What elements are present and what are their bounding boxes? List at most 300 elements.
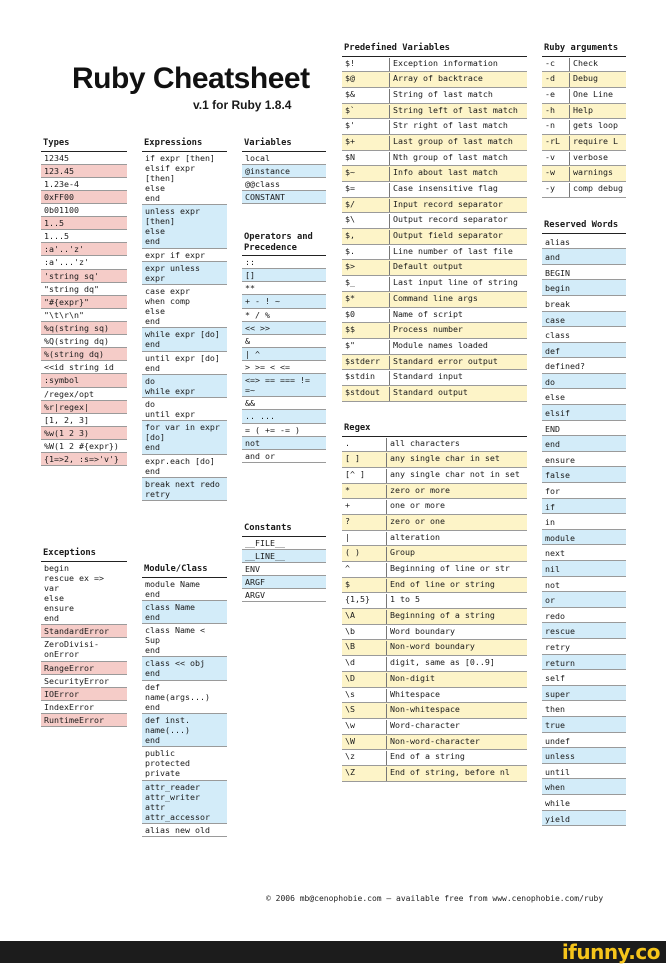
- regex-item: [342, 640, 527, 656]
- expressions-item: expr unless expr: [142, 262, 227, 285]
- regex-key: \Z: [345, 766, 355, 777]
- regex-item: [342, 656, 527, 672]
- types-item: :a'...'z': [41, 256, 127, 269]
- predefined-description: Output record separator: [389, 214, 508, 228]
- module-class-section: [142, 564, 227, 837]
- arguments-key: -e: [545, 88, 555, 99]
- reserved-item: elsif: [542, 405, 626, 421]
- arguments-description: verbose: [569, 152, 608, 166]
- reserved-item: return: [542, 655, 626, 671]
- regex-description: Non-word-character: [386, 736, 480, 750]
- regex-description: all characters: [386, 438, 460, 452]
- exceptions-item: begin rescue ex => var else ensure end: [41, 562, 127, 626]
- variables-heading: Variables: [242, 138, 326, 152]
- exceptions-item: IndexError: [41, 701, 127, 714]
- page-title: Ruby Cheatsheet: [72, 62, 310, 95]
- arguments-key: -w: [545, 167, 555, 178]
- predefined-key: $.: [345, 245, 355, 256]
- regex-key: \b: [345, 625, 355, 636]
- types-item: 123.45: [41, 165, 127, 178]
- regex-description: zero or more: [386, 485, 450, 499]
- predefined-description: Default output: [389, 261, 463, 275]
- operators-item: **: [242, 282, 326, 295]
- regex-item: [342, 625, 527, 641]
- regex-key: ^: [345, 563, 350, 574]
- arguments-item: [542, 119, 626, 135]
- predefined-description: Info about last match: [389, 167, 498, 181]
- reserved-item: rescue: [542, 623, 626, 639]
- predefined-item: [342, 355, 527, 371]
- regex-item: [342, 452, 527, 468]
- reserved-item: then: [542, 701, 626, 717]
- constants-heading: Constants: [242, 523, 326, 537]
- regex-key: *: [345, 484, 350, 495]
- predefined-description: Nth group of last match: [389, 152, 508, 166]
- regex-description: zero or one: [386, 516, 445, 530]
- predefined-description: Output field separator: [389, 230, 503, 244]
- constants-item: ENV: [242, 563, 326, 576]
- types-item: 'string sq': [41, 270, 127, 283]
- arguments-item: [542, 72, 626, 88]
- constants-item: ARGV: [242, 589, 326, 602]
- types-item: "string dq": [41, 283, 127, 296]
- predefined-description: Line number of last file: [389, 246, 513, 260]
- types-item: <<id string id: [41, 361, 127, 374]
- exceptions-section: [41, 548, 127, 727]
- predefined-key: $\: [345, 214, 355, 225]
- predefined-item: [342, 166, 527, 182]
- reserved-item: defined?: [542, 358, 626, 374]
- types-item: %Q(string dq): [41, 335, 127, 348]
- predefined-key: $&: [345, 88, 355, 99]
- predefined-item: [342, 72, 527, 88]
- exceptions-list: [41, 562, 127, 728]
- predefined-item: [342, 276, 527, 292]
- predefined-description: Standard output: [389, 387, 468, 401]
- predefined-description: Str right of last match: [389, 120, 508, 134]
- exceptions-heading: Exceptions: [41, 548, 127, 562]
- module-class-item: class << obj end: [142, 657, 227, 680]
- predefined-variables-section: [342, 43, 527, 402]
- predefined-key: $=: [345, 183, 355, 194]
- regex-description: one or more: [386, 500, 445, 514]
- constants-item: __LINE__: [242, 550, 326, 563]
- regex-key: \D: [345, 672, 355, 683]
- predefined-key: $>: [345, 261, 355, 272]
- predefined-description: Process number: [389, 324, 463, 338]
- expressions-item: do until expr: [142, 398, 227, 421]
- operators-list: [242, 256, 326, 463]
- arguments-description: comp debug: [569, 183, 623, 197]
- reserved-item: end: [542, 436, 626, 452]
- regex-key: \s: [345, 688, 355, 699]
- regex-key: ?: [345, 515, 350, 526]
- variables-item: local: [242, 152, 326, 165]
- predefined-key: $@: [345, 73, 355, 84]
- arguments-item: [542, 182, 626, 198]
- regex-item: [342, 578, 527, 594]
- regex-key: [^ ]: [345, 468, 365, 479]
- regex-description: Beginning of a string: [386, 610, 495, 624]
- reserved-item: case: [542, 312, 626, 328]
- types-item: 0b01100: [41, 204, 127, 217]
- exceptions-item: SecurityError: [41, 675, 127, 688]
- regex-description: Non-digit: [386, 673, 435, 687]
- predefined-key: $!: [345, 57, 355, 68]
- ruby-arguments-table: [542, 57, 626, 198]
- module-class-item: def name(args...) end: [142, 681, 227, 714]
- expressions-item: if expr [then] elsif expr [then] else end: [142, 152, 227, 206]
- regex-description: alteration: [386, 532, 440, 546]
- reserved-item: next: [542, 545, 626, 561]
- types-heading: Types: [41, 138, 127, 152]
- operators-item: << >>: [242, 322, 326, 335]
- exceptions-item: RangeError: [41, 662, 127, 675]
- predefined-description: Input record separator: [389, 199, 503, 213]
- types-item: %(string dq): [41, 348, 127, 361]
- types-item: "\t\r\n": [41, 309, 127, 322]
- exceptions-item: StandardError: [41, 625, 127, 638]
- arguments-description: warnings: [569, 167, 613, 181]
- regex-description: any single char in set: [386, 453, 500, 467]
- module-class-item: public protected private: [142, 747, 227, 780]
- regex-section: [342, 423, 527, 782]
- predefined-item: [342, 339, 527, 355]
- operators-item: * / %: [242, 309, 326, 322]
- predefined-description: Array of backtrace: [389, 73, 483, 87]
- reserved-words-list: [542, 234, 626, 827]
- operators-item: and or: [242, 450, 326, 463]
- expressions-item: case expr when comp else end: [142, 285, 227, 328]
- module-class-item: class Name < Sup end: [142, 624, 227, 657]
- types-item: %W(1 2 #{expr}): [41, 440, 127, 453]
- expressions-item: unless expr [then] else end: [142, 205, 227, 248]
- regex-description: Word-character: [386, 720, 460, 734]
- copyright-footer: © 2006 mb@cenophobie.com — available free from www.cenophobie.com/ruby: [266, 894, 604, 903]
- regex-description: End of string, before nl: [386, 767, 510, 781]
- operators-item: &: [242, 335, 326, 348]
- operators-heading: Operators and Precedence: [242, 232, 326, 256]
- ruby-arguments-section: [542, 43, 626, 198]
- predefined-description: Standard input: [389, 371, 463, 385]
- arguments-description: require L: [569, 136, 618, 150]
- expressions-item: until expr [do] end: [142, 352, 227, 375]
- arguments-description: Help: [569, 105, 593, 119]
- regex-key: \A: [345, 610, 355, 621]
- types-item: 1...5: [41, 230, 127, 243]
- arguments-item: [542, 104, 626, 120]
- reserved-item: and: [542, 249, 626, 265]
- module-class-item: attr_reader attr_writer attr attr_accessor: [142, 781, 227, 824]
- predefined-item: [342, 292, 527, 308]
- predefined-item: [342, 370, 527, 386]
- arguments-item: [542, 135, 626, 151]
- types-item: %w(1 2 3): [41, 427, 127, 440]
- types-item: /regex/opt: [41, 388, 127, 401]
- types-item: 1.23e-4: [41, 178, 127, 191]
- types-item: 0xFF00: [41, 191, 127, 204]
- regex-item: [342, 531, 527, 547]
- arguments-description: Check: [569, 58, 598, 72]
- reserved-item: undef: [542, 733, 626, 749]
- regex-key: \S: [345, 704, 355, 715]
- predefined-item: [342, 245, 527, 261]
- predefined-description: Last group of last match: [389, 136, 513, 150]
- regex-item: [342, 766, 527, 782]
- operators-item: | ^: [242, 348, 326, 361]
- predefined-key: $_: [345, 277, 355, 288]
- predefined-item: [342, 88, 527, 104]
- reserved-item: or: [542, 592, 626, 608]
- exceptions-item: IOError: [41, 688, 127, 701]
- regex-description: any single char not in set: [386, 469, 520, 483]
- regex-description: digit, same as [0..9]: [386, 657, 495, 671]
- reserved-item: unless: [542, 748, 626, 764]
- regex-key: .: [345, 437, 350, 448]
- predefined-key: $+: [345, 135, 355, 146]
- predefined-item: [342, 151, 527, 167]
- operators-item: not: [242, 437, 326, 450]
- predefined-key: $~: [345, 167, 355, 178]
- exceptions-item: RuntimeError: [41, 714, 127, 727]
- regex-key: \z: [345, 751, 355, 762]
- types-item: :a'..'z': [41, 243, 127, 256]
- arguments-description: One Line: [569, 89, 613, 103]
- arguments-description: gets loop: [569, 120, 618, 134]
- regex-key: \w: [345, 719, 355, 730]
- predefined-item: [342, 119, 527, 135]
- regex-item: [342, 593, 527, 609]
- arguments-key: -d: [545, 73, 555, 84]
- reserved-item: begin: [542, 280, 626, 296]
- constants-section: [242, 523, 326, 602]
- arguments-key: -c: [545, 57, 555, 68]
- operators-item: > >= < <=: [242, 361, 326, 374]
- regex-item: [342, 609, 527, 625]
- regex-description: Group: [386, 547, 415, 561]
- regex-key: [ ]: [345, 453, 360, 464]
- types-item: :symbol: [41, 374, 127, 387]
- reserved-item: when: [542, 779, 626, 795]
- regex-key: +: [345, 500, 350, 511]
- predefined-variables-table: [342, 57, 527, 402]
- expressions-item: for var in expr [do] end: [142, 421, 227, 454]
- module-class-item: module Name end: [142, 578, 227, 601]
- operators-item: []: [242, 269, 326, 282]
- expressions-list: [142, 152, 227, 501]
- regex-item: [342, 499, 527, 515]
- reserved-words-heading: Reserved Words: [542, 220, 626, 234]
- reserved-item: BEGIN: [542, 265, 626, 281]
- predefined-description: Command line args: [389, 293, 478, 307]
- regex-item: [342, 719, 527, 735]
- reserved-item: END: [542, 421, 626, 437]
- predefined-key: $stdin: [345, 371, 375, 382]
- expressions-item: expr if expr: [142, 249, 227, 262]
- predefined-item: [342, 386, 527, 402]
- predefined-item: [342, 213, 527, 229]
- predefined-description: Exception information: [389, 58, 498, 72]
- types-section: [41, 138, 127, 466]
- predefined-key: $0: [345, 308, 355, 319]
- predefined-item: [342, 308, 527, 324]
- constants-list: [242, 537, 326, 603]
- regex-item: [342, 735, 527, 751]
- reserved-item: not: [542, 577, 626, 593]
- regex-key: ( ): [345, 547, 360, 558]
- types-item: 12345: [41, 152, 127, 165]
- module-class-list: [142, 578, 227, 838]
- reserved-item: yield: [542, 811, 626, 827]
- regex-key: \d: [345, 657, 355, 668]
- arguments-key: -v: [545, 151, 555, 162]
- predefined-key: $stderr: [345, 355, 380, 366]
- types-item: [1, 2, 3]: [41, 414, 127, 427]
- types-item: {1=>2, :s=>'v'}: [41, 453, 127, 466]
- regex-item: [342, 515, 527, 531]
- types-list: [41, 152, 127, 467]
- predefined-description: Name of script: [389, 309, 463, 323]
- reserved-item: alias: [542, 234, 626, 250]
- predefined-description: Standard error output: [389, 356, 498, 370]
- predefined-key: $`: [345, 104, 355, 115]
- expressions-section: [142, 138, 227, 501]
- variables-section: [242, 138, 326, 204]
- reserved-item: class: [542, 327, 626, 343]
- module-class-heading: Module/Class: [142, 564, 227, 578]
- expressions-item: do while expr: [142, 375, 227, 398]
- arguments-key: -y: [545, 183, 555, 194]
- watermark-bar: [0, 941, 666, 963]
- regex-description: End of line or string: [386, 579, 495, 593]
- predefined-key: $/: [345, 198, 355, 209]
- ruby-arguments-heading: Ruby arguments: [542, 43, 626, 57]
- regex-description: Word boundary: [386, 626, 455, 640]
- reserved-item: retry: [542, 639, 626, 655]
- regex-key: $: [345, 578, 350, 589]
- regex-item: [342, 703, 527, 719]
- arguments-item: [542, 151, 626, 167]
- predefined-item: [342, 57, 527, 73]
- operators-item: ::: [242, 256, 326, 269]
- reserved-words-section: [542, 220, 626, 826]
- arguments-key: -h: [545, 104, 555, 115]
- reserved-item: nil: [542, 561, 626, 577]
- arguments-key: -rL: [545, 135, 560, 146]
- predefined-key: $*: [345, 292, 355, 303]
- reserved-item: break: [542, 296, 626, 312]
- arguments-item: [542, 57, 626, 73]
- predefined-key: $$: [345, 324, 355, 335]
- module-class-item: alias new old: [142, 824, 227, 837]
- reserved-item: false: [542, 467, 626, 483]
- predefined-key: $": [345, 339, 355, 350]
- predefined-key: $stdout: [345, 386, 380, 397]
- regex-item: [342, 437, 527, 453]
- operators-section: [242, 232, 326, 463]
- ifunny-watermark: ifunny.co: [561, 940, 660, 964]
- regex-description: Whitespace: [386, 689, 440, 703]
- reserved-item: in: [542, 514, 626, 530]
- predefined-item: [342, 182, 527, 198]
- expressions-item: break next redo retry: [142, 478, 227, 501]
- arguments-item: [542, 166, 626, 182]
- predefined-item: [342, 198, 527, 214]
- predefined-item: [342, 104, 527, 120]
- reserved-item: else: [542, 389, 626, 405]
- predefined-description: Case insensitive flag: [389, 183, 498, 197]
- reserved-item: for: [542, 483, 626, 499]
- regex-item: [342, 688, 527, 704]
- variables-list: [242, 152, 326, 204]
- types-item: %r|regex|: [41, 401, 127, 414]
- operators-item: <=> == === != =~: [242, 374, 326, 397]
- regex-key: \B: [345, 641, 355, 652]
- reserved-item: redo: [542, 608, 626, 624]
- reserved-item: module: [542, 530, 626, 546]
- regex-description: Non-whitespace: [386, 704, 460, 718]
- predefined-item: [342, 135, 527, 151]
- predefined-description: Module names loaded: [389, 340, 488, 354]
- regex-item: [342, 672, 527, 688]
- regex-description: End of a string: [386, 751, 465, 765]
- constants-item: ARGF: [242, 576, 326, 589]
- types-item: 1..5: [41, 217, 127, 230]
- reserved-item: def: [542, 343, 626, 359]
- reserved-item: do: [542, 374, 626, 390]
- exceptions-item: ZeroDivisi- onError: [41, 638, 127, 661]
- predefined-item: [342, 229, 527, 245]
- regex-table: [342, 437, 527, 782]
- arguments-item: [542, 88, 626, 104]
- regex-key: {1,5}: [345, 594, 370, 605]
- expressions-heading: Expressions: [142, 138, 227, 152]
- regex-description: Non-word boundary: [386, 641, 475, 655]
- reserved-item: while: [542, 795, 626, 811]
- regex-item: [342, 562, 527, 578]
- regex-key: \W: [345, 735, 355, 746]
- reserved-item: ensure: [542, 452, 626, 468]
- predefined-description: String left of last match: [389, 105, 518, 119]
- predefined-item: [342, 323, 527, 339]
- regex-description: 1 to 5: [386, 594, 420, 608]
- reserved-item: until: [542, 764, 626, 780]
- predefined-key: $,: [345, 230, 355, 241]
- variables-item: CONSTANT: [242, 191, 326, 204]
- regex-description: Beginning of line or str: [386, 563, 510, 577]
- regex-key: |: [345, 531, 350, 542]
- module-class-item: class Name end: [142, 601, 227, 624]
- reserved-item: true: [542, 717, 626, 733]
- predefined-key: $N: [345, 151, 355, 162]
- regex-item: [342, 750, 527, 766]
- expressions-item: while expr [do] end: [142, 328, 227, 351]
- arguments-description: Debug: [569, 73, 598, 87]
- types-item: %q(string sq): [41, 322, 127, 335]
- arguments-key: -n: [545, 120, 555, 131]
- predefined-description: String of last match: [389, 89, 493, 103]
- operators-item: &&: [242, 397, 326, 410]
- regex-item: [342, 468, 527, 484]
- constants-item: __FILE__: [242, 537, 326, 550]
- module-class-item: def inst. name(...) end: [142, 714, 227, 747]
- regex-item: [342, 484, 527, 500]
- operators-item: .. ...: [242, 410, 326, 423]
- predefined-key: $': [345, 120, 355, 131]
- reserved-item: self: [542, 670, 626, 686]
- variables-item: @@class: [242, 178, 326, 191]
- types-item: "#{expr}": [41, 296, 127, 309]
